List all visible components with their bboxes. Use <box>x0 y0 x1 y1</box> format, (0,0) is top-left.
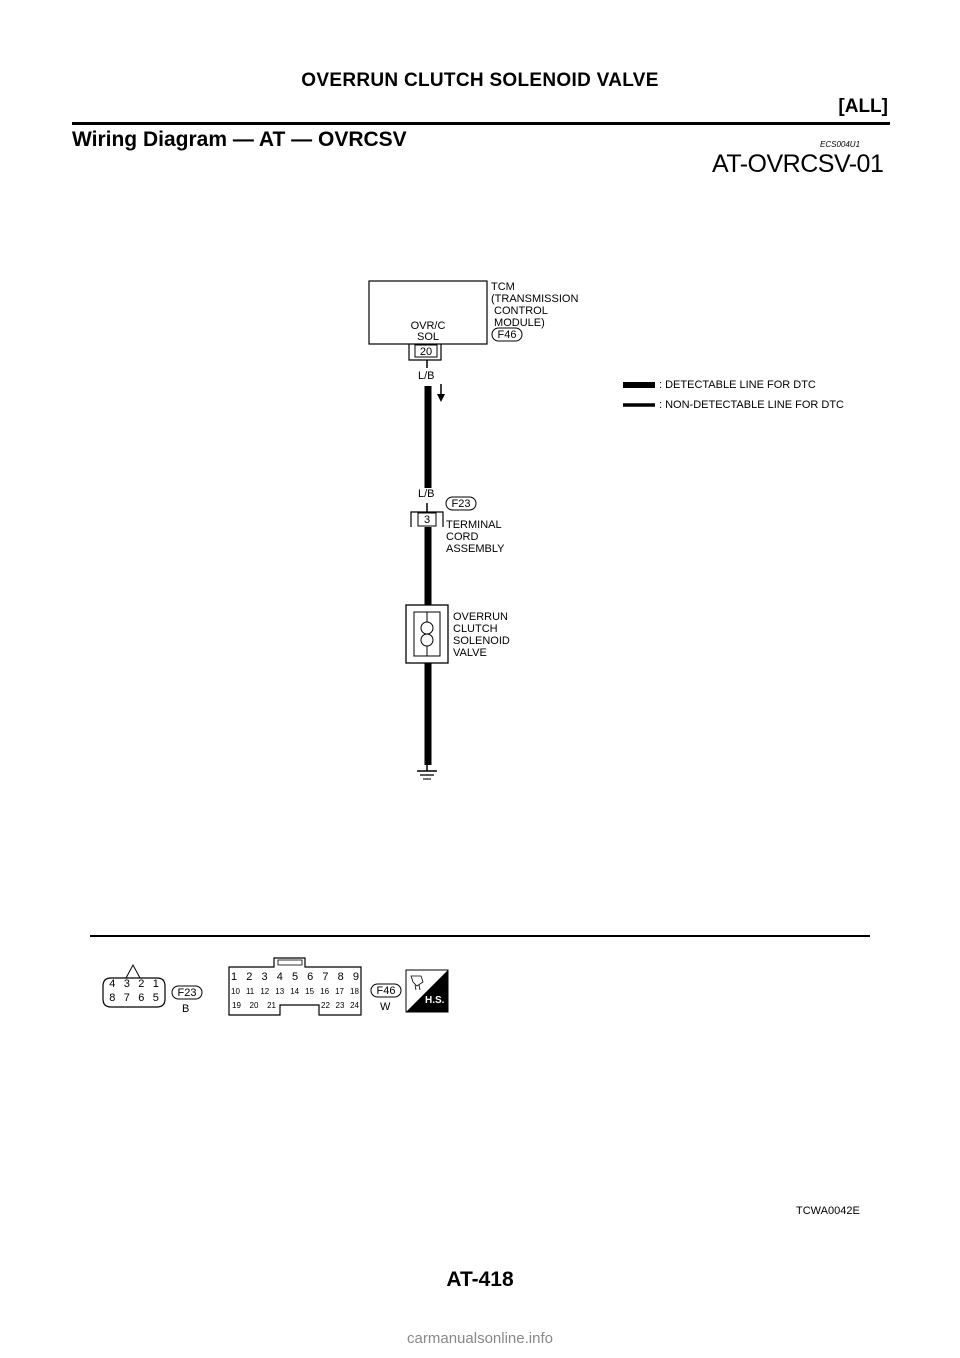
f46-pin: 1 <box>231 971 238 983</box>
wire-color-bottom: L/B <box>418 488 435 500</box>
legend-detectable-text: : DETECTABLE LINE FOR DTC <box>659 379 816 391</box>
f46-pin: 16 <box>320 987 330 996</box>
f46-pin: 22 <box>321 1001 330 1010</box>
f23-pin-row2 <box>105 992 163 1004</box>
section-subtitle: Wiring Diagram — AT — OVRCSV <box>72 128 407 151</box>
solenoid-label: OVERRUN CLUTCH SOLENOID VALVE <box>453 611 510 659</box>
f46-pin-row2 <box>231 987 359 996</box>
f23-pin: 5 <box>152 992 159 1004</box>
f23-pin: 3 <box>123 978 130 990</box>
tcm-pin-name: OVR/C SOL <box>410 320 446 343</box>
f46-pin: 9 <box>352 971 359 983</box>
f46-pin: 11 <box>245 987 255 996</box>
f23-pin: 7 <box>123 992 130 1004</box>
f23-pin: 1 <box>152 978 159 990</box>
section-code: ECS004U1 <box>820 140 861 149</box>
f23-pin: 8 <box>109 992 116 1004</box>
tcm-connector-id: F46 <box>497 329 517 341</box>
tcm-label: TCM (TRANSMISSION CONTROL MODULE) <box>491 281 579 329</box>
site-watermark[interactable]: carmanualsonline.info <box>407 1330 553 1347</box>
terminal-pin-number: 3 <box>423 514 431 526</box>
hs-badge-text: H.S. <box>425 995 445 1006</box>
f46-pin-row3-right <box>321 1001 359 1010</box>
f23-pin-row1 <box>105 978 163 990</box>
f46-pin-row3-left <box>232 1001 276 1010</box>
page-number: AT-418 <box>446 1268 514 1291</box>
f46-pin: 12 <box>260 987 270 996</box>
f23-connector-color: B <box>182 1003 190 1015</box>
f46-pin: 14 <box>290 987 300 996</box>
f46-pin: 17 <box>335 987 344 996</box>
diagram-id: AT-OVRCSV-01 <box>712 150 884 178</box>
f46-pin: 20 <box>249 1001 259 1010</box>
f23-connector-id: F23 <box>177 987 197 999</box>
f46-pin: 15 <box>305 987 315 996</box>
f46-pin: 21 <box>267 1001 276 1010</box>
f46-pin: 19 <box>232 1001 241 1010</box>
f46-connector-id: F46 <box>376 985 396 997</box>
f46-pin: 4 <box>276 971 283 983</box>
f46-pin: 24 <box>350 1001 359 1010</box>
legend-non-detectable-text: : NON-DETECTABLE LINE FOR DTC <box>659 399 844 411</box>
connector-section-rule <box>90 935 870 937</box>
page-header-title: OVERRUN CLUTCH SOLENOID VALVE <box>301 70 659 91</box>
f46-pin-row1 <box>231 971 359 983</box>
terminal-cord-label: TERMINAL CORD ASSEMBLY <box>446 519 505 555</box>
f46-pin: 6 <box>307 971 314 983</box>
f46-pin: 18 <box>350 987 359 996</box>
f23-pin: 4 <box>109 978 116 990</box>
wire-color-top: L/B <box>418 370 435 382</box>
f46-pin: 2 <box>246 971 253 983</box>
f46-pin: 23 <box>335 1001 345 1010</box>
f46-pin: 5 <box>291 971 299 983</box>
page-header-section: [ALL] <box>838 96 888 117</box>
f46-pin: 3 <box>261 971 268 983</box>
figure-code: TCWA0042E <box>796 1205 860 1217</box>
tcm-pin-number: 20 <box>419 346 433 358</box>
ground-icon <box>417 771 437 779</box>
f46-pin: 10 <box>231 987 240 996</box>
f46-pin: 8 <box>337 971 344 983</box>
f23-pin: 6 <box>138 992 145 1004</box>
f46-pin: 7 <box>322 971 329 983</box>
terminal-connector-id: F23 <box>451 498 471 510</box>
f46-pin: 13 <box>275 987 285 996</box>
f46-connector-color: W <box>380 1001 391 1013</box>
f23-pin: 2 <box>138 978 145 990</box>
